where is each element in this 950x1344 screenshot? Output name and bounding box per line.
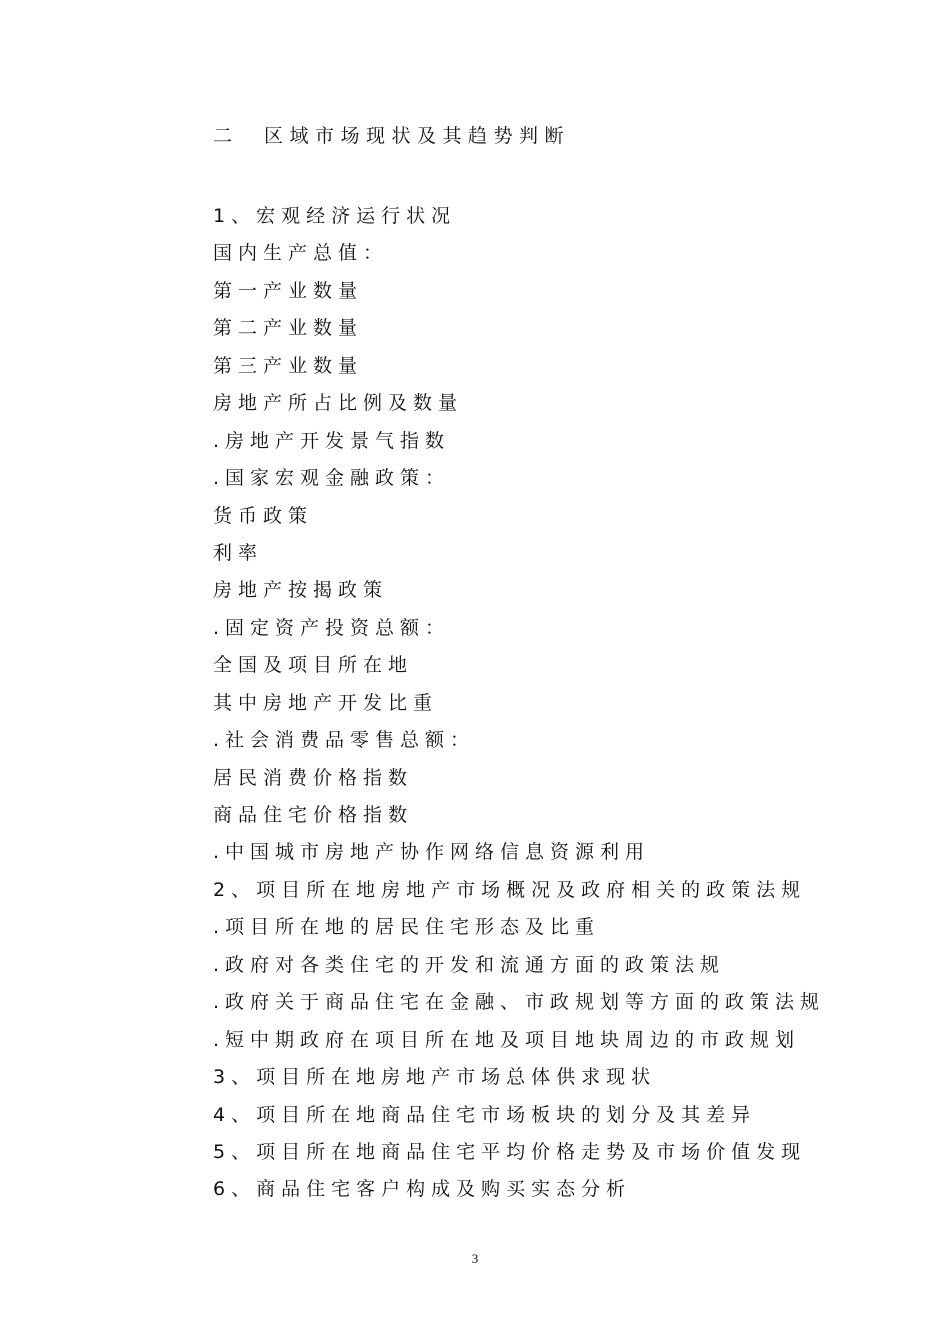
outline-item: 1、宏观经济运行状况 bbox=[213, 205, 457, 227]
outline-item: 2、项目所在地房地产市场概况及政府相关的政策法规 bbox=[213, 878, 807, 901]
outline-item: 第二产业数量 bbox=[213, 317, 364, 340]
outline-item: .房地产开发景气指数 bbox=[213, 429, 451, 452]
outline-item: .政府关于商品住宅在金融、市政规划等方面的政策法规 bbox=[213, 991, 826, 1014]
outline-item: 4、项目所在地商品住宅市场板块的划分及其差异 bbox=[213, 1103, 757, 1126]
outline-item: 5、项目所在地商品住宅平均价格走势及市场价值发现 bbox=[213, 1140, 807, 1163]
outline-item: 居民消费价格指数 bbox=[213, 766, 414, 789]
outline-item: 全国及项目所在地 bbox=[213, 654, 414, 677]
outline-item: 货币政策 bbox=[213, 504, 314, 527]
outline-item: .短中期政府在项目所在地及项目地块周边的市政规划 bbox=[213, 1028, 801, 1051]
outline-item: .国家宏观金融政策： bbox=[213, 467, 451, 490]
outline-item: 国内生产总值： bbox=[213, 242, 389, 265]
outline-item: 其中房地产开发比重 bbox=[213, 691, 439, 714]
outline-item: .固定资产投资总额： bbox=[213, 616, 451, 639]
outline-item: 利率 bbox=[213, 541, 264, 564]
outline-list bbox=[213, 198, 913, 1209]
outline-item: .社会消费品零售总额： bbox=[213, 729, 476, 752]
outline-item: .中国城市房地产协作网络信息资源利用 bbox=[213, 841, 651, 864]
outline-item: 第一产业数量 bbox=[213, 279, 364, 302]
outline-item: .政府对各类住宅的开发和流通方面的政策法规 bbox=[213, 953, 726, 976]
outline-item: 房地产所占比例及数量 bbox=[213, 392, 464, 415]
outline-item: 房地产按揭政策 bbox=[213, 579, 389, 602]
page-number: 3 bbox=[471, 1251, 479, 1266]
outline-item: 第三产业数量 bbox=[213, 354, 364, 377]
outline-item: 6、商品住宅客户构成及购买实态分析 bbox=[213, 1178, 632, 1201]
section-heading: 二 区域市场现状及其趋势判断 bbox=[213, 125, 571, 147]
outline-item: 商品住宅价格指数 bbox=[213, 804, 414, 826]
outline-item: 3、项目所在地房地产市场总体供求现状 bbox=[213, 1066, 657, 1089]
outline-item: .项目所在地的居民住宅形态及比重 bbox=[213, 916, 601, 939]
